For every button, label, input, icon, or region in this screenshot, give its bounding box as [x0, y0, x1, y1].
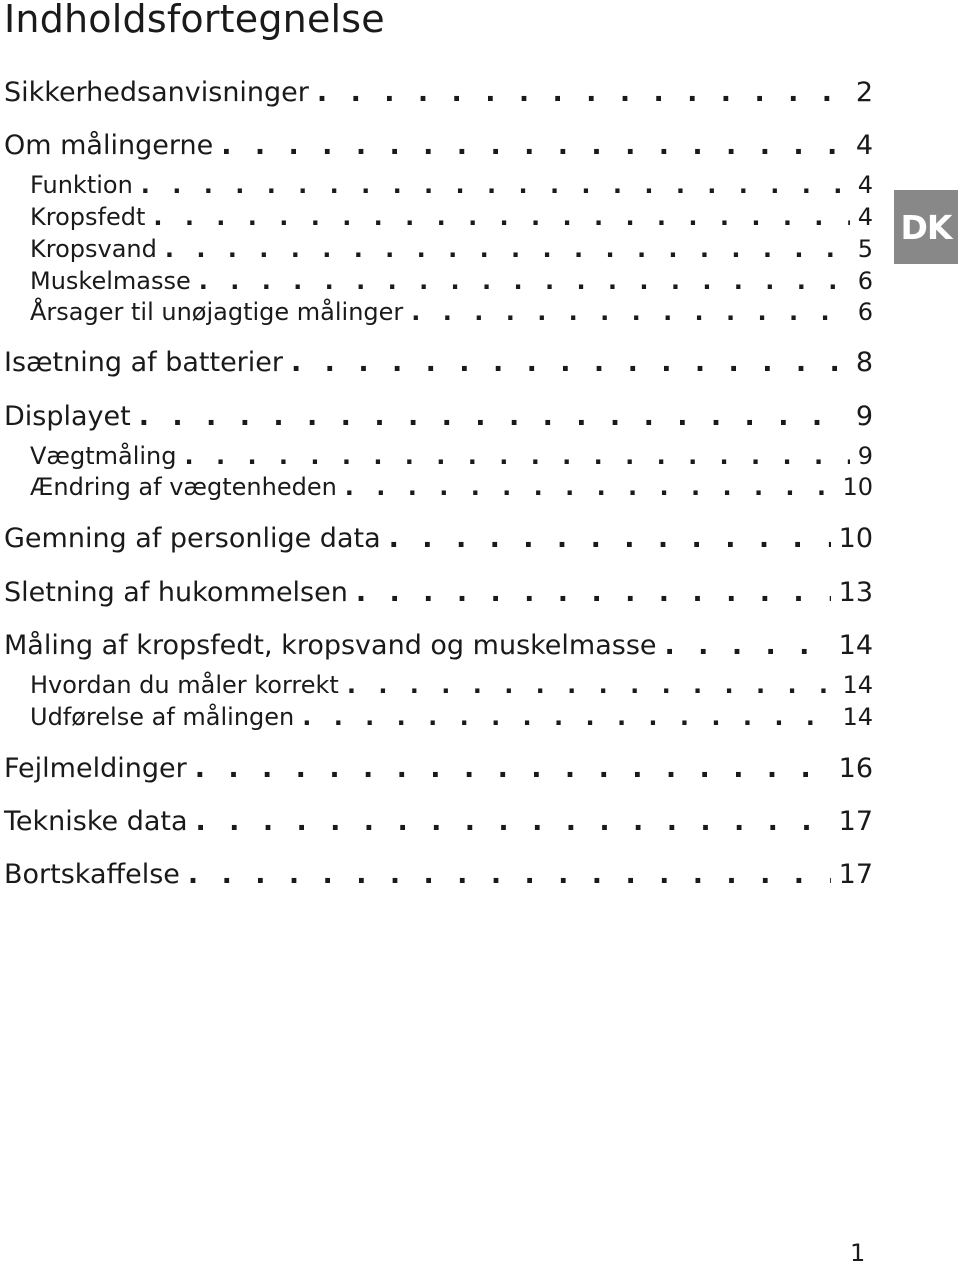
toc-entry-label: Gemning af personlige data	[4, 523, 381, 554]
toc-entry-label: Muskelmasse	[30, 267, 191, 295]
toc-entry-udfoerelse[interactable]	[30, 702, 873, 732]
toc-entry-page: 6	[857, 267, 873, 295]
toc-entry-label: Displayet	[4, 401, 131, 432]
toc-entry-isaetning[interactable]	[4, 346, 873, 380]
toc-dot-leader	[291, 346, 848, 380]
toc-entry-label: Vægtmåling	[30, 442, 177, 470]
toc-entry-om-maalingerne[interactable]	[4, 129, 873, 163]
toc-dot-leader	[317, 76, 848, 110]
toc-entry-aarsager[interactable]	[30, 297, 873, 327]
language-badge: DK	[894, 190, 958, 264]
toc-entry-page: 4	[857, 203, 873, 231]
toc-dot-leader	[196, 805, 831, 839]
toc-entry-page: 14	[842, 703, 873, 731]
page-number: 1	[850, 1239, 866, 1267]
toc-entry-label: Sletning af hukommelsen	[4, 577, 348, 608]
toc-dot-leader	[411, 297, 849, 327]
toc-entry-muskelmasse[interactable]	[30, 266, 873, 296]
toc-dot-leader	[195, 752, 831, 786]
toc-entry-page: 10	[842, 473, 873, 501]
toc-entry-page: 6	[857, 298, 873, 326]
toc-entry-displayet[interactable]	[4, 400, 873, 434]
toc-entry-page: 17	[838, 859, 873, 890]
toc-entry-page: 8	[855, 347, 873, 378]
toc-dot-leader	[139, 400, 848, 434]
toc-entry-aendring[interactable]	[30, 472, 873, 502]
page-title: Indholdsfortegnelse	[4, 0, 385, 41]
toc-dot-leader	[221, 129, 848, 163]
toc-entry-tekniske-data[interactable]	[4, 805, 873, 839]
toc-entry-page: 4	[857, 171, 873, 199]
toc-dot-leader	[165, 234, 850, 264]
toc-entry-label: Måling af kropsfedt, kropsvand og muskelmasse	[4, 630, 657, 661]
toc-entry-label: Bortskaffelse	[4, 859, 180, 890]
toc-entry-kropsfedt[interactable]	[30, 202, 873, 232]
toc-dot-leader	[302, 702, 834, 732]
toc-dot-leader	[345, 472, 835, 502]
toc-entry-bortskaffelse[interactable]	[4, 858, 873, 892]
toc-entry-page: 4	[855, 130, 873, 161]
toc-dot-leader	[185, 441, 850, 471]
toc-entry-label: Funktion	[30, 171, 133, 199]
toc-entry-page: 9	[855, 401, 873, 432]
toc-entry-vaegtmaaling[interactable]	[30, 441, 873, 471]
toc-entry-label: Hvordan du måler korrekt	[30, 671, 339, 699]
toc-entry-label: Isætning af batterier	[4, 347, 283, 378]
toc-entry-funktion[interactable]	[30, 170, 873, 200]
toc-entry-hvordan[interactable]	[30, 670, 873, 700]
toc-dot-leader	[347, 670, 835, 700]
toc-entry-page: 16	[838, 753, 873, 784]
toc-entry-page: 13	[838, 577, 873, 608]
toc-dot-leader	[153, 202, 849, 232]
toc-dot-leader	[356, 576, 831, 610]
toc-entry-label: Ændring af vægtenheden	[30, 473, 337, 501]
toc-entry-label: Om målingerne	[4, 130, 214, 161]
toc-entry-page: 5	[857, 235, 873, 263]
toc-entry-gemning[interactable]	[4, 522, 873, 556]
toc-entry-sikkerhedsanvisninger[interactable]	[4, 76, 873, 110]
toc-entry-label: Fejlmeldinger	[4, 753, 187, 784]
toc-entry-maaling[interactable]	[4, 629, 873, 663]
toc-entry-label: Kropsvand	[30, 235, 157, 263]
toc-entry-page: 17	[838, 806, 873, 837]
toc-entry-label: Kropsfedt	[30, 203, 146, 231]
toc-entry-label: Udførelse af målingen	[30, 703, 295, 731]
toc-dot-leader	[665, 629, 831, 663]
toc-dot-leader	[141, 170, 850, 200]
toc-entry-page: 9	[857, 442, 873, 470]
toc-entry-label: Sikkerhedsanvisninger	[4, 77, 309, 108]
toc-entry-label: Årsager til unøjagtige målinger	[30, 298, 404, 326]
toc-entry-fejlmeldinger[interactable]	[4, 752, 873, 786]
toc-entry-kropsvand[interactable]	[30, 234, 873, 264]
toc-dot-leader	[188, 858, 831, 892]
toc-entry-sletning[interactable]	[4, 576, 873, 610]
toc-entry-label: Tekniske data	[4, 806, 188, 837]
toc-entry-page: 14	[838, 630, 873, 661]
toc-dot-leader	[389, 522, 831, 556]
toc-entry-page: 14	[842, 671, 873, 699]
toc-dot-leader	[199, 266, 850, 296]
toc-entry-page: 2	[855, 77, 873, 108]
toc-entry-page: 10	[838, 523, 873, 554]
